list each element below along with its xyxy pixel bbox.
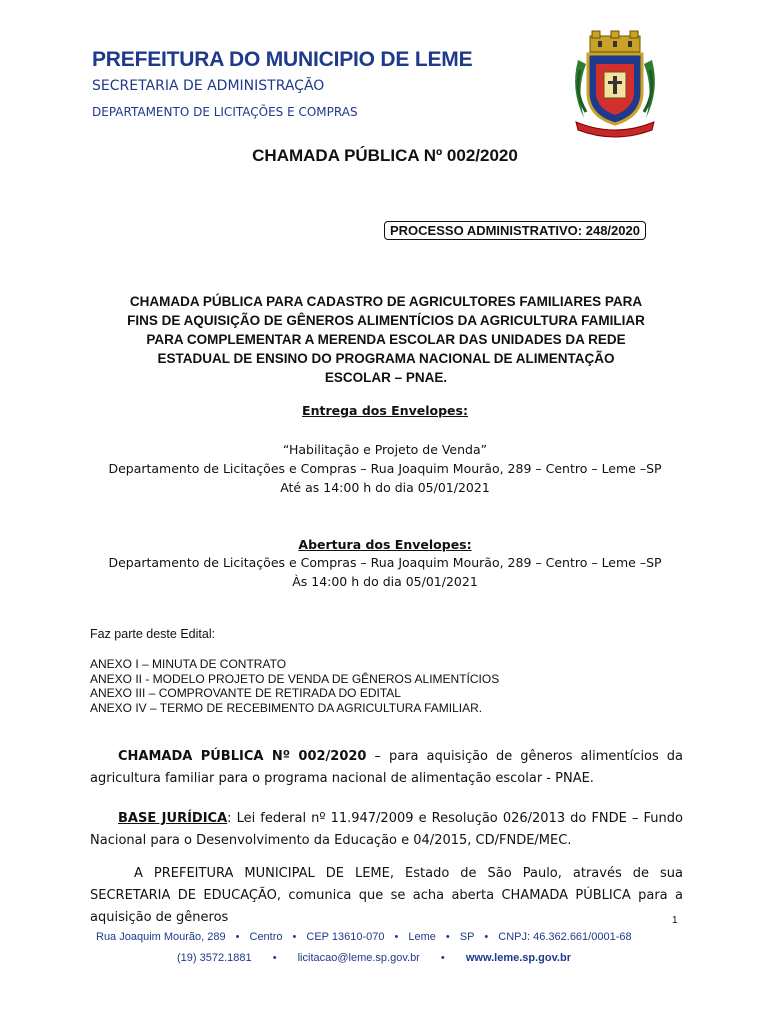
abertura-line: Departamento de Licitações e Compras – Rua Joaquim Mourão, 289 – Centro – Leme –SP bbox=[108, 555, 662, 570]
subject-line: CHAMADA PÚBLICA PARA CADASTRO DE AGRICULTORES FAMILIARES PARA bbox=[129, 294, 643, 309]
paragraph-prefeitura: A PREFEITURA MUNICIPAL DE LEME, Estado de São Paulo, através de sua SECRETARIA DE EDUCAÇÃO, comunica que se acha aberta CHAMADA PÚBLICA para a aquisição de gêneros bbox=[90, 866, 683, 925]
entrega-line: Departamento de Licitações e Compras – Rua Joaquim Mourão, 289 – Centro – Leme –SP bbox=[108, 461, 662, 476]
footer-phone: (19) 3572.1881 bbox=[177, 952, 252, 964]
entrega-line: Até as 14:00 h do dia 05/01/2021 bbox=[280, 480, 490, 495]
subject-line: ESCOLAR – PNAE. bbox=[324, 370, 448, 385]
list-item: ANEXO I – MINUTA DE CONTRATO bbox=[90, 657, 287, 671]
footer-email[interactable]: licitacao@leme.sp.gov.br bbox=[297, 952, 420, 964]
header-departamento: DEPARTAMENTO DE LICITAÇÕES E COMPRAS bbox=[92, 105, 358, 119]
document-title: CHAMADA PÚBLICA Nº 002/2020 bbox=[252, 146, 518, 165]
subject-line: FINS DE AQUISIÇÃO DE GÊNEROS ALIMENTÍCIOS DA AGRICULTURA FAMILIAR bbox=[127, 313, 645, 328]
processo-administrativo: PROCESSO ADMINISTRATIVO: 248/2020 bbox=[384, 221, 646, 240]
header-secretaria: SECRETARIA DE ADMINISTRAÇÃO bbox=[92, 78, 325, 94]
faz-parte-label: Faz parte deste Edital: bbox=[90, 627, 216, 641]
abertura-line: Às 14:00 h do dia 05/01/2021 bbox=[292, 574, 478, 589]
list-item: ANEXO II - MODELO PROJETO DE VENDA DE GÊNEROS ALIMENTÍCIOS bbox=[90, 671, 500, 686]
subject-block bbox=[86, 292, 686, 387]
paragraph-base-juridica: BASE JURÍDICA: Lei federal nº 11.947/2009 e Resolução 026/2013 do FNDE – Fundo Nacional para o Desenvolvimento da Educação e 04/2015, CD/FNDE/MEC. bbox=[90, 811, 683, 848]
header-title: PREFEITURA DO MUNICIPIO DE LEME bbox=[92, 48, 473, 71]
subject-line: ESTADUAL DE ENSINO DO PROGRAMA NACIONAL DE ALIMENTAÇÃO bbox=[157, 351, 615, 366]
paragraph-chamada: CHAMADA PÚBLICA Nº 002/2020 – para aquisição de gêneros alimentícios da agricultura familiar para o programa nacional de alimentação escolar - PNAE. bbox=[90, 749, 683, 786]
footer-address: Rua Joaquim Mourão, 289 • Centro • CEP 13610-070 • Leme • SP • CNPJ: 46.362.661/0001-68 bbox=[96, 931, 632, 943]
page-number: 1 bbox=[672, 915, 678, 926]
subject-line: PARA COMPLEMENTAR A MERENDA ESCOLAR DAS UNIDADES DA REDE bbox=[146, 332, 626, 347]
list-item: ANEXO IV – TERMO DE RECEBIMENTO DA AGRICULTURA FAMILIAR. bbox=[90, 700, 483, 715]
anexos-list bbox=[90, 657, 499, 715]
entrega-heading: Entrega dos Envelopes: bbox=[302, 403, 468, 418]
abertura-heading: Abertura dos Envelopes: bbox=[298, 537, 472, 552]
footer-contacts: (19) 3572.1881 • licitacao@leme.sp.gov.br • www.leme.sp.gov.br bbox=[177, 952, 571, 964]
list-item: ANEXO III – COMPROVANTE DE RETIRADA DO EDITAL bbox=[90, 686, 401, 700]
coat-of-arms-icon bbox=[568, 30, 662, 140]
footer-website-link[interactable]: www.leme.sp.gov.br bbox=[465, 952, 571, 964]
entrega-line: “Habilitação e Projeto de Venda” bbox=[282, 442, 488, 457]
